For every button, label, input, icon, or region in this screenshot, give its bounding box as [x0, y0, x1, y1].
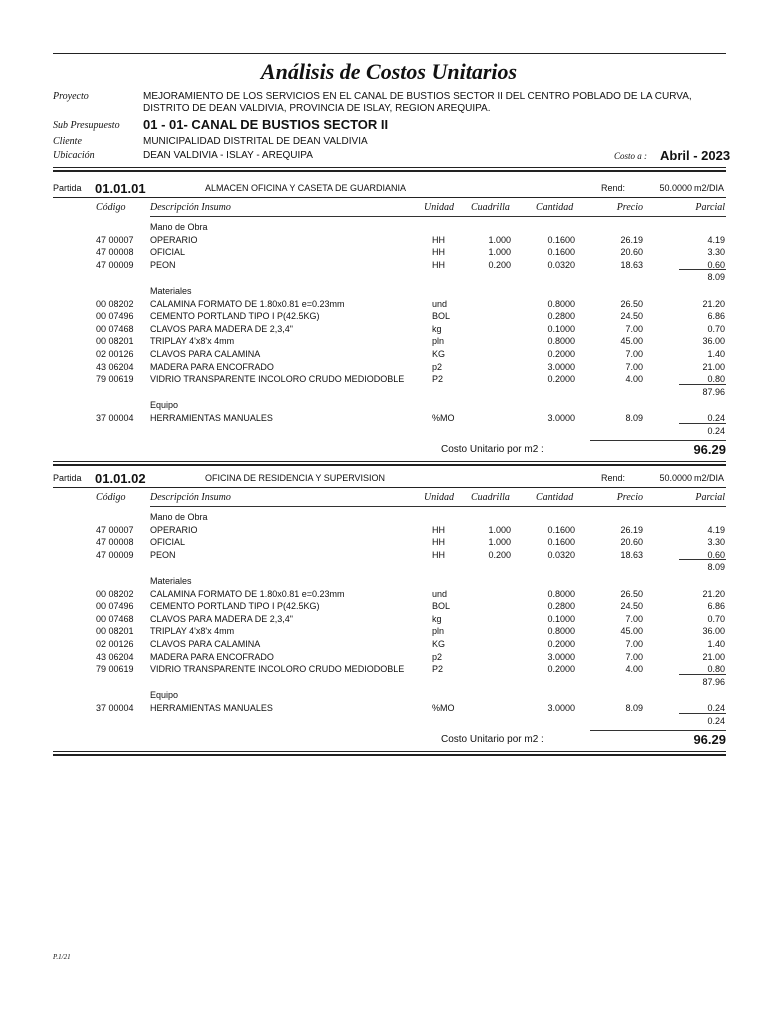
item-parcial: 21.00: [702, 651, 725, 662]
item-precio: 20.60: [620, 537, 643, 548]
item-unidad: pln: [432, 336, 445, 347]
partida-end-rule: [53, 461, 726, 462]
col-cantidad: Cantidad: [536, 202, 574, 213]
item-codigo: 02 00126: [96, 349, 134, 359]
item-codigo: 00 07468: [96, 323, 134, 334]
group-name: Equipo: [150, 400, 179, 411]
col-descripcion: Descripción Insumo: [150, 492, 231, 503]
item-precio: 45.00: [620, 626, 643, 637]
item-parcial: 36.00: [702, 626, 725, 637]
item-cantidad: 0.1600: [547, 524, 575, 535]
group-subtotal: 87.96: [702, 386, 725, 397]
total-label: Costo Unitario por m2 :: [441, 734, 544, 746]
item-unidad: p2: [432, 361, 443, 372]
columns-rule-bottom: [150, 216, 726, 217]
item-precio: 24.50: [620, 311, 643, 322]
costo-label: Costo a :: [614, 151, 648, 161]
item-unidad: kg: [432, 613, 442, 624]
item-unidad: pln: [432, 626, 445, 637]
col-cuadrilla: Cuadrilla: [471, 202, 510, 213]
item-codigo: 43 06204: [96, 651, 134, 662]
total-rule: [590, 440, 726, 441]
col-codigo: Código: [96, 492, 126, 503]
item-descripcion: VIDRIO TRANSPARENTE INCOLORO CRUDO MEDIODOBLE: [150, 664, 405, 675]
item-descripcion: MADERA PARA ENCOFRADO: [150, 361, 274, 372]
item-parcial: 6.86: [707, 601, 725, 612]
item-cuadrilla: 0.200: [488, 549, 511, 560]
group-subtotal: 0.24: [707, 715, 725, 726]
item-cantidad: 0.8000: [547, 336, 575, 347]
group-subtotal: 8.09: [707, 562, 725, 573]
item-codigo: 37 00004: [96, 703, 134, 713]
item-parcial: 21.20: [702, 298, 725, 309]
rend-label: Rend:: [601, 183, 626, 193]
item-unidad: und: [432, 298, 448, 309]
item-precio: 8.09: [625, 703, 643, 713]
item-unidad: HH: [432, 537, 445, 548]
col-descripcion: Descripción Insumo: [150, 202, 231, 213]
item-precio: 7.00: [625, 323, 643, 334]
item-cantidad: 0.2000: [547, 349, 575, 359]
item-descripcion: OPERARIO: [150, 234, 198, 245]
partida-end-rule-2: [53, 754, 726, 756]
rend-unit: m2/DIA: [694, 473, 725, 483]
rend-unit: m2/DIA: [694, 183, 725, 193]
item-descripcion: VIDRIO TRANSPARENTE INCOLORO CRUDO MEDIODOBLE: [150, 374, 405, 385]
partida-end-rule-2: [53, 464, 726, 466]
item-codigo: 79 00619: [96, 374, 134, 385]
proyecto-line-2: DISTRITO DE DEAN VALDIVIA, PROVINCIA DE ISLAY, REGION AREQUIPA.: [143, 103, 491, 114]
item-codigo: 37 00004: [96, 413, 134, 423]
item-codigo: 00 08202: [96, 298, 134, 309]
item-descripcion: OPERARIO: [150, 524, 198, 535]
page-number: P.1/21: [53, 953, 71, 961]
item-codigo: 47 00008: [96, 247, 134, 258]
item-parcial: 3.30: [707, 247, 725, 258]
rend-label: Rend:: [601, 473, 626, 483]
item-cantidad: 0.1600: [547, 537, 575, 548]
item-cantidad: 0.1600: [547, 234, 575, 245]
item-cantidad: 0.2000: [547, 374, 575, 385]
item-parcial: 36.00: [702, 336, 725, 347]
item-descripcion: HERRAMIENTAS MANUALES: [150, 703, 273, 713]
item-parcial: 0.80: [707, 374, 725, 385]
col-cantidad: Cantidad: [536, 492, 574, 503]
item-unidad: P2: [432, 664, 444, 675]
item-descripcion: CALAMINA FORMATO DE 1.80x0.81 e=0.23mm: [150, 588, 345, 599]
item-cantidad: 3.0000: [547, 703, 575, 713]
rend-value: 50.0000: [659, 183, 692, 193]
item-parcial: 0.70: [707, 323, 725, 334]
item-precio: 20.60: [620, 247, 643, 258]
group-subtotal: 87.96: [702, 676, 725, 687]
col-parcial: Parcial: [695, 202, 725, 213]
item-parcial: 0.60: [707, 549, 725, 560]
item-descripcion: OFICIAL: [150, 247, 186, 258]
item-unidad: BOL: [432, 601, 451, 612]
total-value: 96.29: [693, 732, 726, 748]
group-name: Mano de Obra: [150, 512, 208, 522]
item-codigo: 00 07496: [96, 311, 134, 322]
item-cuadrilla: 1.000: [488, 537, 511, 548]
item-parcial: 1.40: [707, 349, 725, 359]
item-descripcion: CALAMINA FORMATO DE 1.80x0.81 e=0.23mm: [150, 298, 345, 309]
item-descripcion: CEMENTO PORTLAND TIPO I P(42.5KG): [150, 601, 320, 612]
item-codigo: 00 07468: [96, 613, 134, 624]
subtotal-rule: [679, 423, 726, 424]
item-cantidad: 3.0000: [547, 413, 575, 423]
item-unidad: HH: [432, 247, 445, 258]
item-precio: 26.19: [620, 524, 643, 535]
item-cantidad: 0.8000: [547, 626, 575, 637]
subtotal-rule: [679, 384, 726, 385]
col-cuadrilla: Cuadrilla: [471, 492, 510, 503]
total-label: Costo Unitario por m2 :: [441, 444, 544, 456]
partida-code: 01.01.01: [95, 181, 146, 196]
partida-end-rule: [53, 751, 726, 752]
item-cantidad: 0.8000: [547, 298, 575, 309]
item-precio: 7.00: [625, 639, 643, 649]
item-parcial: 0.24: [707, 413, 725, 423]
item-precio: 8.09: [625, 413, 643, 423]
item-parcial: 6.86: [707, 311, 725, 322]
item-precio: 26.50: [620, 298, 643, 309]
item-codigo: 00 07496: [96, 601, 134, 612]
columns-rule-bottom: [150, 506, 726, 507]
item-parcial: 4.19: [707, 234, 725, 245]
item-precio: 4.00: [625, 664, 643, 675]
ubicacion-value: DEAN VALDIVIA - ISLAY - AREQUIPA: [143, 150, 313, 161]
item-cantidad: 3.0000: [547, 361, 575, 372]
item-precio: 18.63: [620, 259, 643, 270]
top-rule: [53, 53, 726, 54]
group-name: Equipo: [150, 690, 179, 701]
item-descripcion: PEON: [150, 259, 176, 270]
item-precio: 7.00: [625, 613, 643, 624]
item-cantidad: 0.2800: [547, 601, 575, 612]
item-codigo: 02 00126: [96, 639, 134, 649]
group-name: Materiales: [150, 286, 192, 296]
columns-rule-top: [53, 197, 726, 198]
header-rule: [53, 167, 726, 168]
subtotal-rule: [679, 713, 726, 714]
col-unidad: Unidad: [424, 492, 454, 503]
item-cantidad: 0.2800: [547, 311, 575, 322]
item-descripcion: CLAVOS PARA MADERA DE 2,3,4": [150, 613, 293, 624]
header-rule-2: [53, 170, 726, 172]
item-descripcion: PEON: [150, 549, 176, 560]
proyecto-line-1: MEJORAMIENTO DE LOS SERVICIOS EN EL CANAL DE BUSTIOS SECTOR II DEL CENTRO POBLADO DE LA CURVA,: [143, 91, 692, 102]
subtotal-rule: [679, 269, 726, 270]
item-parcial: 3.30: [707, 537, 725, 548]
total-value: 96.29: [693, 442, 726, 458]
partida-name: OFICINA DE RESIDENCIA Y SUPERVISION: [205, 473, 386, 483]
col-parcial: Parcial: [695, 492, 725, 503]
item-parcial: 21.00: [702, 361, 725, 372]
item-unidad: KG: [432, 639, 446, 649]
item-cantidad: 0.1000: [547, 613, 575, 624]
item-codigo: 79 00619: [96, 664, 134, 675]
total-rule: [590, 730, 726, 731]
item-codigo: 47 00008: [96, 537, 134, 548]
item-codigo: 43 06204: [96, 361, 134, 372]
item-precio: 24.50: [620, 601, 643, 612]
item-descripcion: TRIPLAY 4'x8'x 4mm: [150, 626, 235, 637]
item-descripcion: HERRAMIENTAS MANUALES: [150, 413, 273, 423]
item-unidad: und: [432, 588, 448, 599]
item-codigo: 47 00009: [96, 259, 134, 270]
item-unidad: kg: [432, 323, 442, 334]
item-unidad: HH: [432, 549, 445, 560]
costo-value: Abril - 2023: [660, 148, 731, 163]
subtotal-rule: [679, 559, 726, 560]
item-cantidad: 0.1600: [547, 247, 575, 258]
item-codigo: 47 00007: [96, 524, 134, 535]
item-codigo: 00 08201: [96, 336, 134, 347]
item-descripcion: MADERA PARA ENCOFRADO: [150, 651, 274, 662]
columns-rule-top: [53, 487, 726, 488]
cliente-value: MUNICIPALIDAD DISTRITAL DE DEAN VALDIVIA: [143, 136, 368, 147]
item-cantidad: 0.2000: [547, 664, 575, 675]
item-precio: 4.00: [625, 374, 643, 385]
group-subtotal: 8.09: [707, 272, 725, 283]
col-codigo: Código: [96, 202, 126, 213]
item-descripcion: CLAVOS PARA CALAMINA: [150, 349, 261, 359]
cliente-label: Cliente: [53, 136, 82, 147]
item-descripcion: TRIPLAY 4'x8'x 4mm: [150, 336, 235, 347]
subpresupuesto-label: Sub Presupuesto: [53, 120, 120, 131]
item-codigo: 47 00007: [96, 234, 134, 245]
item-unidad: %MO: [432, 413, 455, 423]
item-precio: 7.00: [625, 361, 643, 372]
item-precio: 26.50: [620, 588, 643, 599]
page-title: Análisis de Costos Unitarios: [260, 59, 518, 84]
col-precio: Precio: [616, 202, 643, 213]
group-name: Mano de Obra: [150, 222, 208, 232]
item-parcial: 0.70: [707, 613, 725, 624]
item-cantidad: 0.8000: [547, 588, 575, 599]
item-precio: 7.00: [625, 349, 643, 359]
item-descripcion: CLAVOS PARA CALAMINA: [150, 639, 261, 649]
partida-code: 01.01.02: [95, 471, 146, 486]
item-unidad: P2: [432, 374, 444, 385]
item-unidad: HH: [432, 259, 445, 270]
item-cantidad: 0.0320: [547, 549, 575, 560]
item-cuadrilla: 1.000: [488, 247, 511, 258]
item-cantidad: 3.0000: [547, 651, 575, 662]
subpresupuesto-value: 01 - 01- CANAL DE BUSTIOS SECTOR II: [143, 117, 389, 132]
subtotal-rule: [679, 674, 726, 675]
item-unidad: HH: [432, 234, 445, 245]
group-subtotal: 0.24: [707, 425, 725, 436]
partida-label: Partida: [53, 473, 82, 483]
item-precio: 7.00: [625, 651, 643, 662]
item-precio: 26.19: [620, 234, 643, 245]
item-parcial: 0.60: [707, 259, 725, 270]
item-cantidad: 0.2000: [547, 639, 575, 649]
item-unidad: p2: [432, 651, 443, 662]
item-descripcion: CEMENTO PORTLAND TIPO I P(42.5KG): [150, 311, 320, 322]
ubicacion-label: Ubicación: [53, 150, 95, 161]
item-cantidad: 0.1000: [547, 323, 575, 334]
partida-label: Partida: [53, 183, 82, 193]
item-unidad: KG: [432, 349, 446, 359]
item-codigo: 00 08201: [96, 626, 134, 637]
item-parcial: 1.40: [707, 639, 725, 649]
rend-value: 50.0000: [659, 473, 692, 483]
item-parcial: 21.20: [702, 588, 725, 599]
item-codigo: 47 00009: [96, 549, 134, 560]
item-parcial: 0.24: [707, 703, 725, 713]
item-cuadrilla: 1.000: [488, 234, 511, 245]
item-cuadrilla: 1.000: [488, 524, 511, 535]
item-precio: 45.00: [620, 336, 643, 347]
item-unidad: HH: [432, 524, 445, 535]
item-parcial: 0.80: [707, 664, 725, 675]
item-cantidad: 0.0320: [547, 259, 575, 270]
partida-name: ALMACEN OFICINA Y CASETA DE GUARDIANIA: [205, 183, 407, 193]
group-name: Materiales: [150, 576, 192, 586]
proyecto-label: Proyecto: [53, 91, 89, 102]
item-unidad: %MO: [432, 703, 455, 713]
item-cuadrilla: 0.200: [488, 259, 511, 270]
item-codigo: 00 08202: [96, 588, 134, 599]
item-parcial: 4.19: [707, 524, 725, 535]
col-precio: Precio: [616, 492, 643, 503]
item-descripcion: CLAVOS PARA MADERA DE 2,3,4": [150, 323, 293, 334]
item-descripcion: OFICIAL: [150, 537, 186, 548]
col-unidad: Unidad: [424, 202, 454, 213]
item-precio: 18.63: [620, 549, 643, 560]
item-unidad: BOL: [432, 311, 451, 322]
